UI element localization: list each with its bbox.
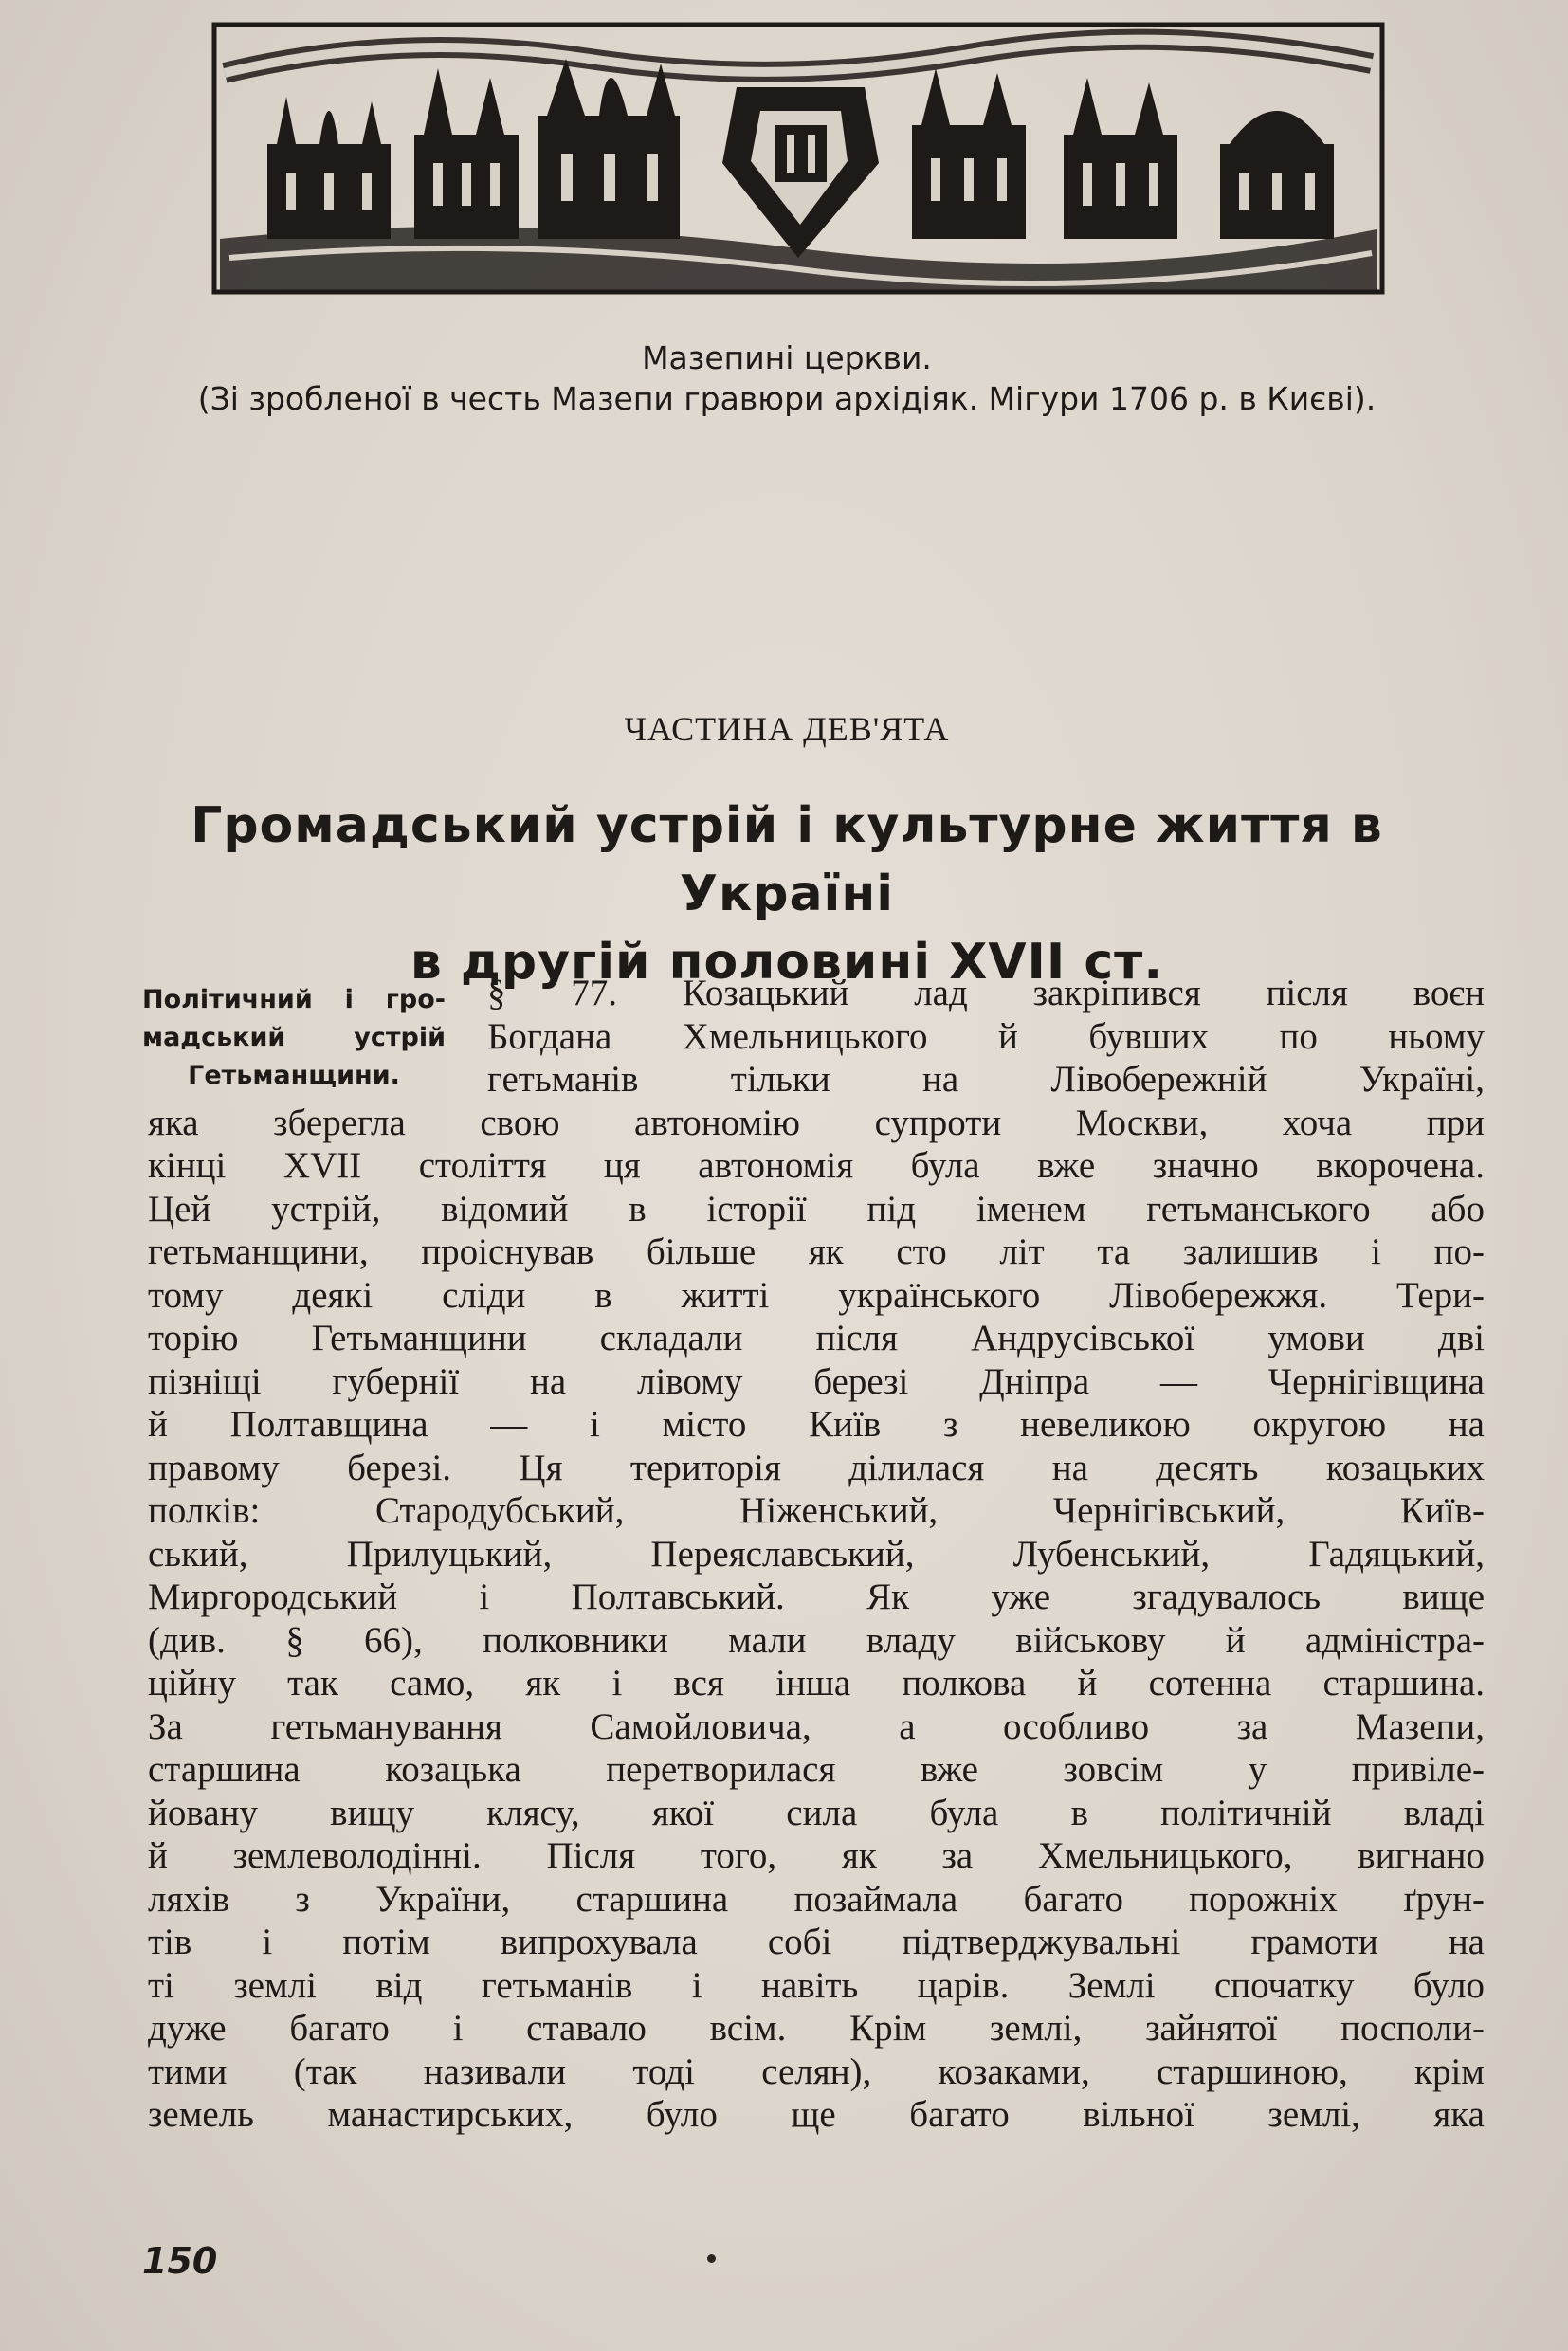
body-line: йовану вищу клясу, якої сила була в політичній владі [148, 1792, 1485, 1833]
margin-note-line-3: Гетьманщини. [188, 1061, 400, 1090]
body-line: яка зберегла свою автономію супроти Москви, хоча при [148, 1102, 1485, 1143]
margin-note-line-2: мадський устрій [142, 1023, 446, 1052]
body-line: гетьманщини, проіснував більше як сто літ та залишив і по- [148, 1231, 1485, 1272]
engraving-caption-source: (Зі зробленої в честь Мазепи гравюри архідіяк. Мігури 1706 р. в Києві). [197, 380, 1377, 417]
body-line: й землеволодінні. Після того, як за Хмельницького, вигнано [148, 1835, 1485, 1876]
body-line: торію Гетьманщини складали після Андрусівської умови дві [148, 1318, 1485, 1358]
page-number: 150 [142, 2240, 218, 2282]
body-line: Миргородський і Полтавський. Як уже згадувалось вище [148, 1576, 1485, 1617]
body-line: ський, Прилуцький, Переяславський, Лубенський, Гадяцький, [148, 1533, 1485, 1575]
body-line: гетьманів тільки на Лівобережній Україні, [487, 1059, 1485, 1100]
body-text [148, 972, 1485, 2137]
part-label: ЧАСТИНА ДЕВ'ЯТА [624, 710, 950, 748]
body-line: старшина козацька перетворилася вже зовсім у привіле- [148, 1749, 1485, 1790]
body-line: полків: Стародубський, Ніженський, Чернігівський, Київ- [148, 1490, 1485, 1531]
body-line: земель манастирських, було ще багато вільної землі, яка [148, 2094, 1485, 2135]
chapter-title-line-2: в другій половині XVII ст. [410, 934, 1164, 991]
chapter-title [114, 792, 1460, 996]
chapter-title-line-1: Громадський устрій і культурне життя в Україні [191, 797, 1383, 922]
body-line: тому деякі сліди в житті українського Лівобережжя. Тери- [148, 1274, 1485, 1316]
body-line: пізніщі губернії на лівому березі Дніпра — Чернігівщина [148, 1360, 1485, 1402]
body-line: й Полтавщина — і місто Київ з невеликою округою на [148, 1404, 1485, 1445]
body-line: § 77. Козацький лад закріпився після воєн [487, 973, 1485, 1013]
body-line: ті землі від гетьманів і навіть царів. Землі спочатку було [148, 1964, 1485, 2006]
body-line: ляхів з України, старшина позаймала багато порожніх ґрун- [148, 1878, 1485, 1920]
body-line: За гетьманування Самойловича, а особливо за Мазепи, [148, 1705, 1485, 1747]
body-line: дуже багато і ставало всім. Крім землі, зайнятої посполи- [148, 2008, 1485, 2049]
body-line: ційну так само, як і вся інша полкова й сотенна старшина. [148, 1663, 1485, 1704]
print-dot [707, 2254, 716, 2263]
body-line: Богдана Хмельницького й бувших по ньому [487, 1015, 1485, 1057]
body-line: тів і потім випрохувала собі підтверджувальні грамоти на [148, 1922, 1485, 1962]
margin-note-line-1: Політичний і гро- [142, 985, 446, 1014]
engraving-caption-title: Мазепині церкви. [642, 339, 932, 376]
body-line: кінці XVII століття ця автономія була вже значно вкорочена. [148, 1145, 1485, 1186]
body-line: Цей устрій, відомий в історії під іменем гетьманського або [148, 1188, 1485, 1230]
body-line: (див. § 66), полковники мали владу військову й адміністра- [148, 1619, 1485, 1661]
body-line: тими (так називали тоді селян), козаками, старшиною, крім [148, 2050, 1485, 2092]
engraving-mazepa-churches [210, 21, 1386, 296]
body-line: правому березі. Ця територія ділилася на десять козацьких [148, 1447, 1485, 1488]
